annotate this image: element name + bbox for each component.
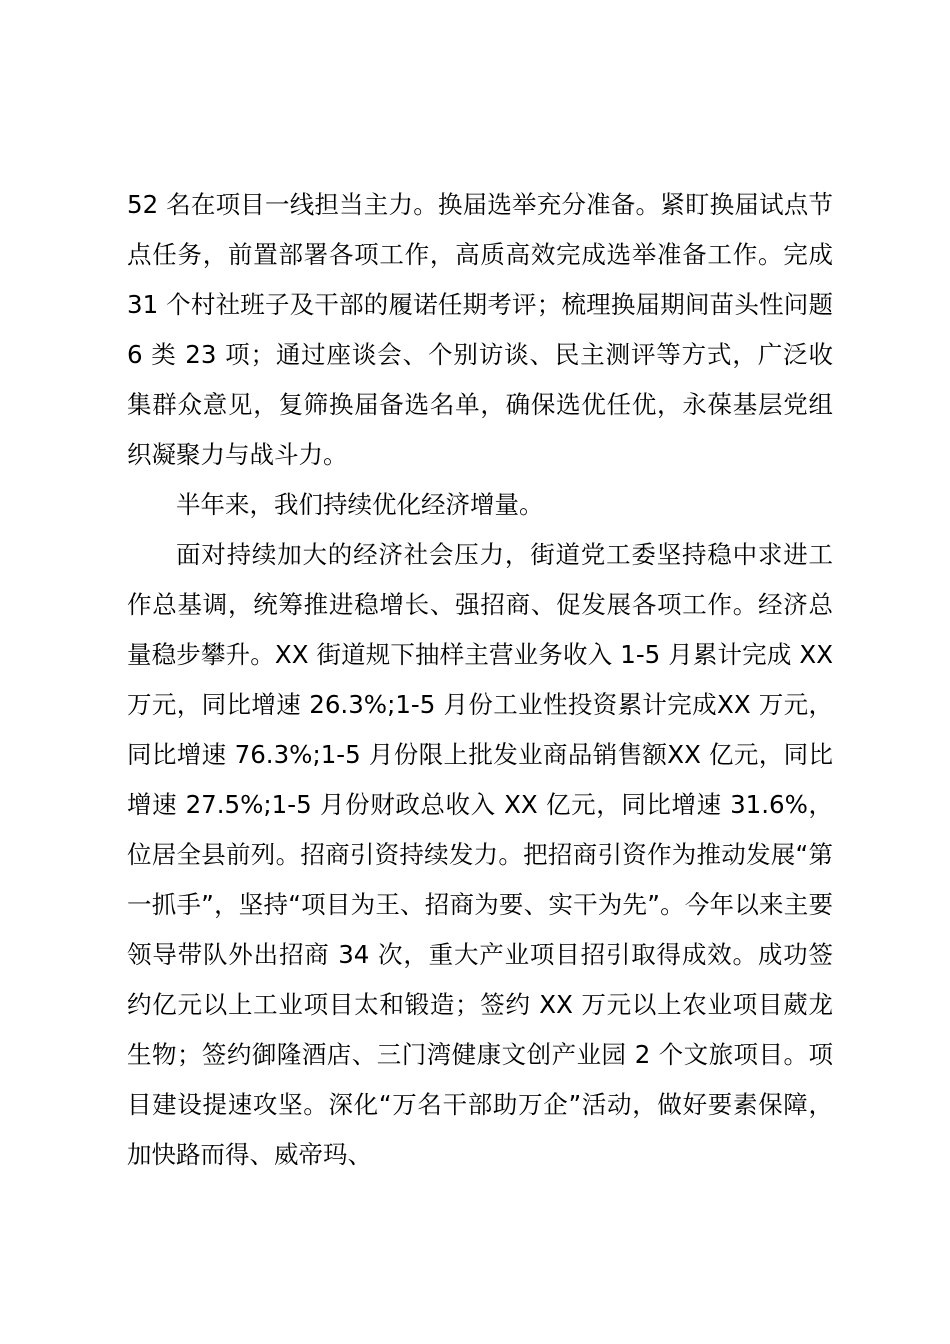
paragraph-economy: 面对持续加大的经济社会压力，街道党工委坚持稳中求进工作总基调，统筹推进稳增长、强招商、促发展各项工作。经济总量稳步攀升。XX 街道规下抽样主营业务收入 1-5 月累计完成 XX 万元，同比增速 26.3%;1-5 月份工业性投资累计完成XX 万元，同比增速 76.3%;1-5 月份限上批发业商品销售额XX 亿元，同比增速 27.5%;1-5 月份财政总收入 XX 亿元，同比增速 31.6%，位居全县前列。招商引资持续发力。把招商引资作为推动发展“第一抓手”，坚持“项目为王、招商为要、实干为先”。今年以来主要领导带队外出招商 34 次，重大产业项目招引取得成效。成功签约亿元以上工业项目太和锻造；签约 XX 万元以上农业项目葳龙生物；签约御隆酒店、三门湾健康文创产业园 2 个文旅项目。项目建设提速攻坚。深化“万名干部助万企”活动，做好要素保障，加快路而得、威帝玛、 xyxy=(127,540,833,1169)
paragraph-half-year-summary: 半年来，我们持续优化经济增量。 xyxy=(176,490,544,519)
paragraph-continuation: 52 名在项目一线担当主力。换届选举充分准备。紧盯换届试点节点任务，前置部署各项工作，高质高效完成选举准备工作。完成 31 个村社班子及干部的履诺任期考评；梳理换届期间苗头性问题 6 类 23 项；通过座谈会、个别访谈、民主测评等方式，广泛收集群众意见，复筛换届备选名单，确保选优任优，永葆基层党组织凝聚力与战斗力。 xyxy=(127,190,833,469)
document-body xyxy=(127,180,833,1180)
